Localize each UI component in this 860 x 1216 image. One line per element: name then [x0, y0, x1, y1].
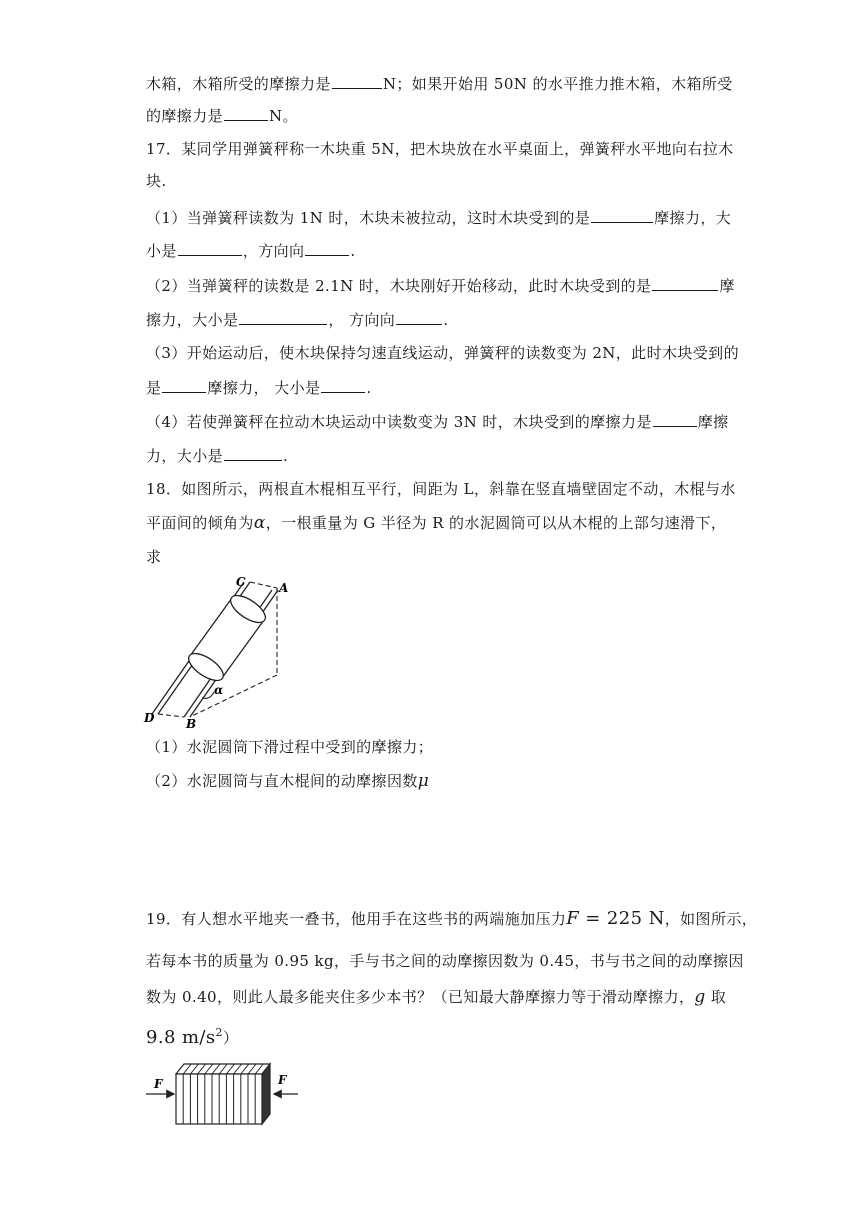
q19-line-2: 若每本书的质量为 0.95 kg，手与书之间的动摩擦因数为 0.45，书与书之间的动摩擦因 — [146, 952, 744, 970]
force-value: = 225 N — [579, 908, 665, 929]
force-symbol: F — [566, 908, 580, 929]
q17-stem-line-2: 块. — [146, 172, 167, 190]
answer-blank[interactable] — [224, 444, 282, 461]
angle-alpha-label: α — [214, 683, 224, 697]
q17-part-1-line-1: （1）当弹簧秤读数为 1N 时，木块未被拉动，这时木块受到的是 摩擦力，大 — [146, 206, 731, 229]
answer-blank[interactable] — [178, 239, 242, 256]
q17-part-4-line-1: （4）若使弹簧秤在拉动木块运动中读数变为 3N 时，木块受到的摩擦力是 摩擦 — [146, 410, 729, 433]
q16-line-2: 的摩擦力是 N。 — [146, 104, 298, 127]
q18-stem-line-1: 18．如图所示，两根直木棍相互平行，间距为 L，斜靠在竖直墙壁固定不动，木棍与水 — [146, 480, 736, 498]
answer-blank[interactable] — [332, 72, 382, 89]
q18-stem-line-3: 求 — [146, 548, 162, 566]
mu-symbol: μ — [417, 771, 430, 791]
q17-part-2-line-2: 擦力，大小是 ， 方向向 . — [146, 308, 448, 331]
inclined-rods-figure — [140, 572, 300, 732]
q17-part-1-line-2: 小是 ，方向向 . — [146, 239, 356, 262]
gravity-exponent: 2 — [215, 1026, 223, 1039]
answer-blank[interactable] — [321, 376, 365, 393]
book-stack-figure — [140, 1058, 300, 1128]
q17-stem-line-1: 17．某同学用弹簧秤称一木块重 5N，把木块放在水平桌面上，弹簧秤水平地向右拉木 — [146, 140, 734, 158]
q17-part-2-line-1: （2）当弹簧秤的读数是 2.1N 时，木块刚好开始移动，此时木块受到的是 摩 — [146, 274, 735, 297]
point-d-label: D — [144, 711, 155, 725]
gravity-value: 9.8 m/s — [146, 1027, 216, 1048]
answer-blank[interactable] — [305, 239, 349, 256]
q18-sub-question-2: （2）水泥圆筒与直木棍间的动摩擦因数μ — [146, 771, 430, 791]
q19-line-4: 9.8 $m/s^2$） — [146, 1026, 239, 1048]
q19-line-1: 19．有人想水平地夹一叠书，他用手在这些书的两端施加压力F = 225 N，如图所示， — [146, 908, 758, 929]
alpha-symbol: α — [253, 513, 266, 533]
point-c-label: C — [236, 575, 246, 589]
answer-blank[interactable] — [239, 308, 327, 325]
q16-line-1: 木箱，木箱所受的摩擦力是 N；如果开始用 50N 的水平推力推木箱，木箱所受 — [146, 72, 733, 95]
answer-blank[interactable] — [162, 376, 206, 393]
force-right-label: F — [278, 1073, 287, 1087]
answer-blank[interactable] — [396, 308, 442, 325]
point-b-label: B — [186, 717, 197, 731]
q18-stem-line-2: 平面间的倾角为α，一根重量为 G 半径为 R 的水泥圆筒可以从木棍的上部匀速滑下， — [146, 513, 727, 533]
q19-line-3: 数为 0.40，则此人最多能夹住多少本书？（已知最大静摩擦力等于滑动摩擦力，g 取 — [146, 987, 727, 1007]
q18-sub-question-1: （1）水泥圆筒下滑过程中受到的摩擦力； — [146, 738, 434, 756]
gravity-symbol: g — [694, 987, 706, 1007]
q17-part-3-line-1: （3）开始运动后，使木块保持匀速直线运动，弹簧秤的读数变为 2N，此时木块受到的 — [146, 344, 739, 362]
q17-part-4-line-2: 力，大小是 . — [146, 444, 288, 467]
q17-part-3-line-2: 是 摩擦力， 大小是 . — [146, 376, 372, 399]
answer-blank[interactable] — [224, 104, 268, 121]
point-a-label: A — [279, 581, 289, 595]
answer-blank[interactable] — [652, 274, 718, 291]
answer-blank[interactable] — [653, 410, 697, 427]
answer-blank[interactable] — [591, 206, 653, 223]
force-left-label: F — [154, 1077, 163, 1091]
